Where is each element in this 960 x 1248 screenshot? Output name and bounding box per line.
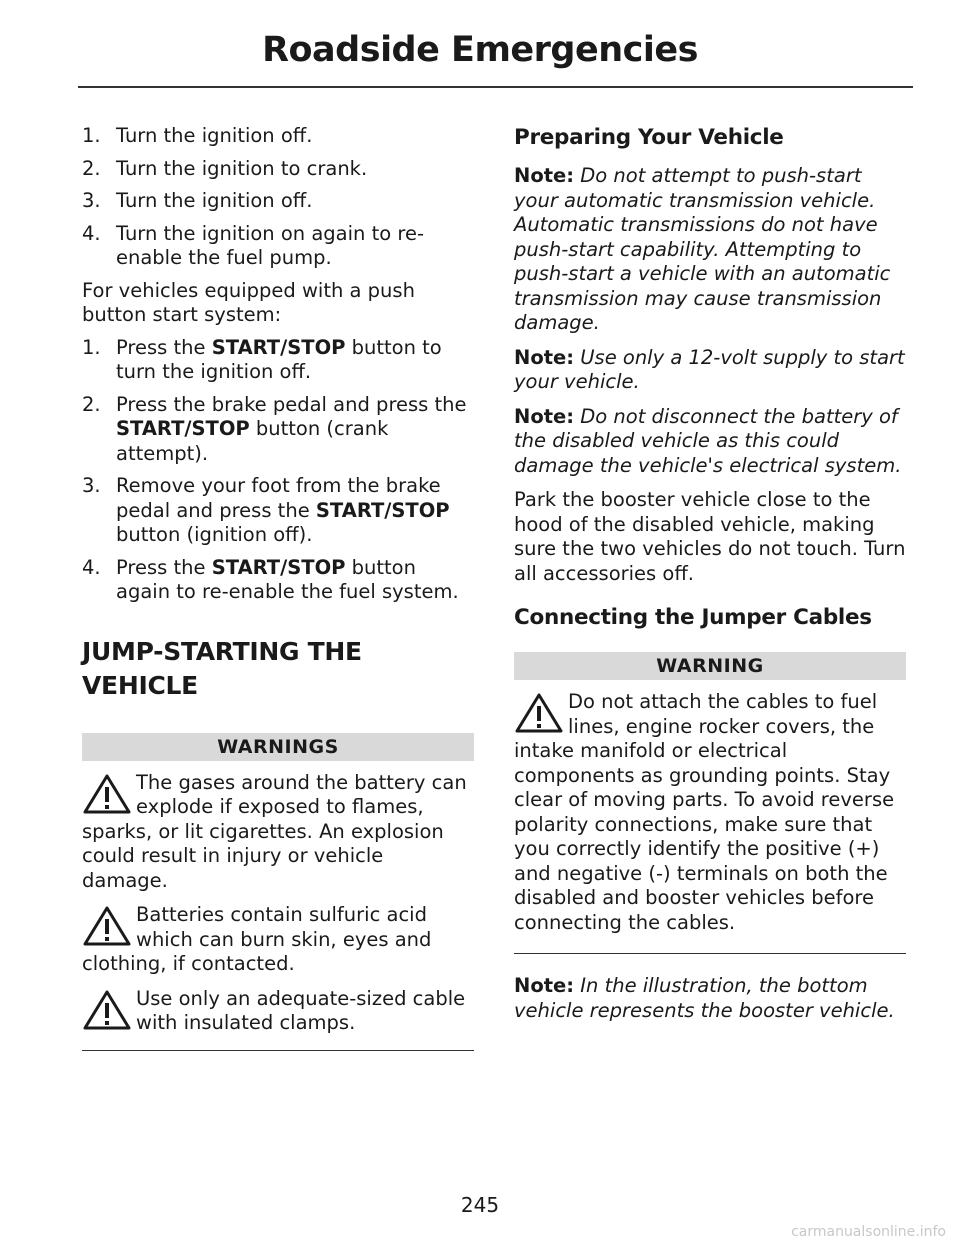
warning-item: Use only an adequate-sized cable with insulated clamps. — [82, 987, 474, 1036]
note: Note: Use only a 12-volt supply to start your vehicle. — [514, 345, 905, 393]
list-item: 3. Remove your foot from the brake pedal and press the START/STOP button (ignition off). — [82, 474, 450, 546]
page-number: 245 — [460, 1193, 500, 1217]
warning-triangle-icon — [82, 905, 132, 947]
right-column — [514, 124, 906, 1033]
heading-preparing-vehicle: Preparing Your Vehicle — [514, 125, 784, 150]
warning-header: WARNING — [514, 652, 906, 680]
left-column — [82, 124, 474, 1051]
push-button-steps-list — [82, 336, 474, 605]
warning-triangle-icon — [514, 692, 564, 734]
watermark: carmanualsonline.info — [791, 1224, 946, 1240]
park-instructions: Park the booster vehicle close to the hood of the disabled vehicle, making sure the two vehicles do not touch. Turn all accessories off. — [514, 488, 906, 585]
note: Note: Do not attempt to push-start your automatic transmission vehicle. Automatic transmissions do not have push-start capability. Attempting to push-start a vehicle with an automatic transmission may cause transmission damage. — [514, 164, 891, 334]
list-item: 2. Turn the ignition to crank. — [82, 156, 368, 180]
section-heading-jump-starting: JUMP-STARTING THE VEHICLE — [82, 636, 362, 700]
heading-connecting-cables: Connecting the Jumper Cables — [514, 605, 872, 630]
list-item: 1. Turn the ignition off. — [82, 124, 313, 147]
list-item: 4. Press the START/STOP button again to re-enable the fuel system. — [82, 555, 459, 603]
warning-item: The gases around the battery can explode if exposed to flames, sparks, or lit cigarettes. An explosion could result in injury or vehicle damage. — [82, 770, 467, 892]
warning-item: Do not attach the cables to fuel lines, engine rocker covers, the intake manifold or electrical components as grounding points. Stay clear of moving parts. To avoid reverse polarity connections, make sure that you correctly identify the positive (+) and negative (-) terminals on both the disabled and booster vehicles before connecting the cables. — [514, 690, 895, 934]
list-item: 1. Press the START/STOP button to turn the ignition off. — [82, 335, 442, 383]
list-item: 4. Turn the ignition on again to re-enable the fuel pump. — [82, 221, 425, 269]
notes-block — [514, 164, 906, 478]
note: Note: Do not disconnect the battery of the disabled vehicle as this could damage the vehicle's electrical system. — [514, 404, 902, 477]
list-item: 2. Press the brake pedal and press the START/STOP button (crank attempt). — [82, 392, 467, 465]
list-item: 3. Turn the ignition off. — [82, 189, 313, 212]
warning-triangle-icon — [82, 989, 132, 1031]
note: Note: In the illustration, the bottom vehicle represents the booster vehicle. — [514, 974, 895, 1022]
warning-item: Batteries contain sulfuric acid which can burn skin, eyes and clothing, if contacted. — [82, 903, 432, 975]
header-divider — [78, 86, 913, 88]
ignition-steps-list — [82, 124, 474, 271]
push-button-intro: For vehicles equipped with a push button start system: — [82, 278, 415, 326]
warnings-header: WARNINGS — [82, 733, 474, 761]
warnings-end-divider — [82, 1050, 474, 1051]
warning-end-divider — [514, 953, 906, 954]
page-title: Roadside Emergencies — [262, 30, 698, 70]
illustration-note — [514, 974, 906, 1023]
warning-triangle-icon — [82, 773, 132, 815]
